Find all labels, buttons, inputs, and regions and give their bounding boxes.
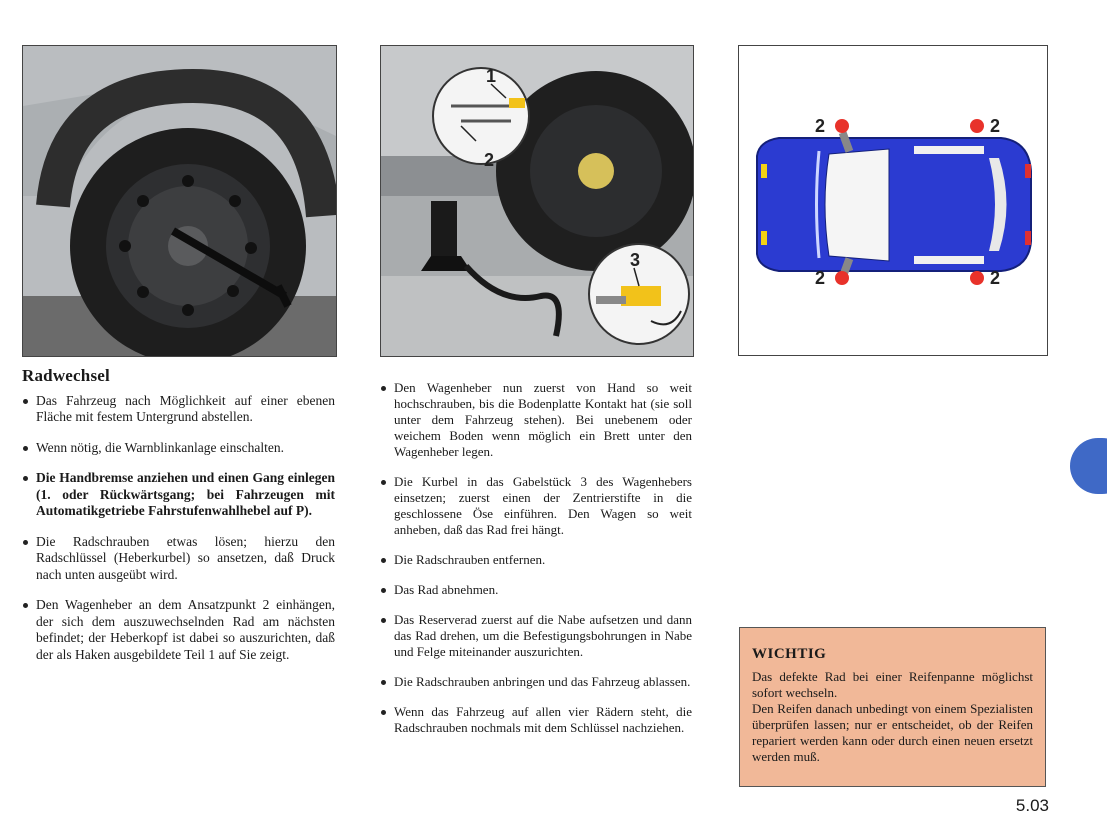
left-column bbox=[22, 368, 335, 677]
lift-point-rear-right bbox=[970, 271, 984, 285]
callout-label-1: 1 bbox=[486, 66, 497, 86]
wheel-wrench-illustration bbox=[23, 46, 336, 356]
warning-title: WICHTIG bbox=[752, 646, 827, 662]
callout-label-2: 2 bbox=[484, 150, 495, 170]
middle-bullet-7: Wenn das Fahrzeug auf allen vier Rädern steht, die Radschrauben nochmals mit dem Schlüssel nachziehen. bbox=[380, 704, 692, 736]
lift-point-rear-left bbox=[970, 119, 984, 133]
left-bullet-2: Wenn nötig, die Warnblinkanlage einschalten. bbox=[22, 440, 335, 457]
callout-label-3: 3 bbox=[630, 250, 641, 270]
left-bullet-4: Die Radschrauben etwas lösen; hierzu den Radschlüssel (Heberkurbel) so ansetzen, daß Druck nach unten ausgeübt wird. bbox=[22, 534, 335, 584]
jack-illustration bbox=[381, 46, 693, 356]
page-number: 5.03 bbox=[1015, 796, 1049, 815]
lift-label-front-right: 2 bbox=[815, 268, 826, 288]
lift-point-front-left bbox=[835, 119, 849, 133]
middle-bullet-3: Die Radschrauben entfernen. bbox=[380, 552, 692, 568]
photo-wheel-wrench bbox=[22, 45, 337, 357]
middle-bullet-5: Das Reserverad zuerst auf die Nabe aufsetzen und dann das Rad drehen, um die Befestigungsbohrungen in Nabe und Felge miteinander auszurichten. bbox=[380, 612, 692, 660]
middle-bullet-list bbox=[380, 380, 692, 736]
section-tab-marker bbox=[1070, 438, 1107, 494]
lift-label-front-left: 2 bbox=[815, 116, 826, 136]
middle-column bbox=[380, 380, 692, 750]
section-title: Radwechsel bbox=[22, 366, 110, 385]
middle-bullet-1: Den Wagenheber nun zuerst von Hand so weit hochschrauben, bis die Bodenplatte Kontakt hat (sie soll unter dem Fahrzeug stehen). Bei unebenem oder weichem Boden wenn möglich ein Brett unter den Wagenheber legen. bbox=[380, 380, 692, 460]
middle-bullet-2: Die Kurbel in das Gabelstück 3 des Wagenhebers einsetzen; zuerst einen der Zentrierstifte in die geschlossene Öse einführen. Den Wagen so weit anheben, daß das Rad frei hängt. bbox=[380, 474, 692, 538]
lift-label-rear-right: 2 bbox=[990, 268, 1001, 288]
left-bullet-5: Den Wagenheber an dem Ansatzpunkt 2 einhängen, der sich dem auszuwechselnden Rad am nächsten befindet; der Heberkopf ist dabei so auszurichten, daß der als Haken ausgebildete Teil 1 auf Sie zeigt. bbox=[22, 597, 335, 663]
callout-circle-1-2 bbox=[433, 68, 529, 164]
photo-jack-position bbox=[380, 45, 694, 357]
car-top-view bbox=[739, 46, 1047, 355]
warning-paragraph-2: Den Reifen danach unbedingt von einem Spezialisten überprüfen lassen; nur er entscheidet, ob der Reifen repariert werden kann oder durch einen neuen ersetzt werden muß. bbox=[752, 701, 1033, 764]
lift-point-front-right bbox=[835, 271, 849, 285]
lift-points-diagram bbox=[738, 45, 1048, 356]
middle-bullet-6: Die Radschrauben anbringen und das Fahrzeug ablassen. bbox=[380, 674, 692, 690]
left-bullet-3: Die Handbremse anziehen und einen Gang einlegen (1. oder Rückwärtsgang; bei Fahrzeugen mit Automatikgetriebe Fahrstufenwahlhebel auf P). bbox=[22, 470, 335, 520]
warning-paragraph-1: Das defekte Rad bei einer Reifenpanne möglichst sofort wechseln. bbox=[752, 669, 1033, 700]
warning-box bbox=[739, 627, 1046, 787]
left-bullet-list bbox=[22, 393, 335, 664]
middle-bullet-4: Das Rad abnehmen. bbox=[380, 582, 692, 598]
left-bullet-1: Das Fahrzeug nach Möglichkeit auf einer ebenen Fläche mit festem Untergrund abstellen. bbox=[22, 393, 335, 426]
lift-label-rear-left: 2 bbox=[990, 116, 1001, 136]
